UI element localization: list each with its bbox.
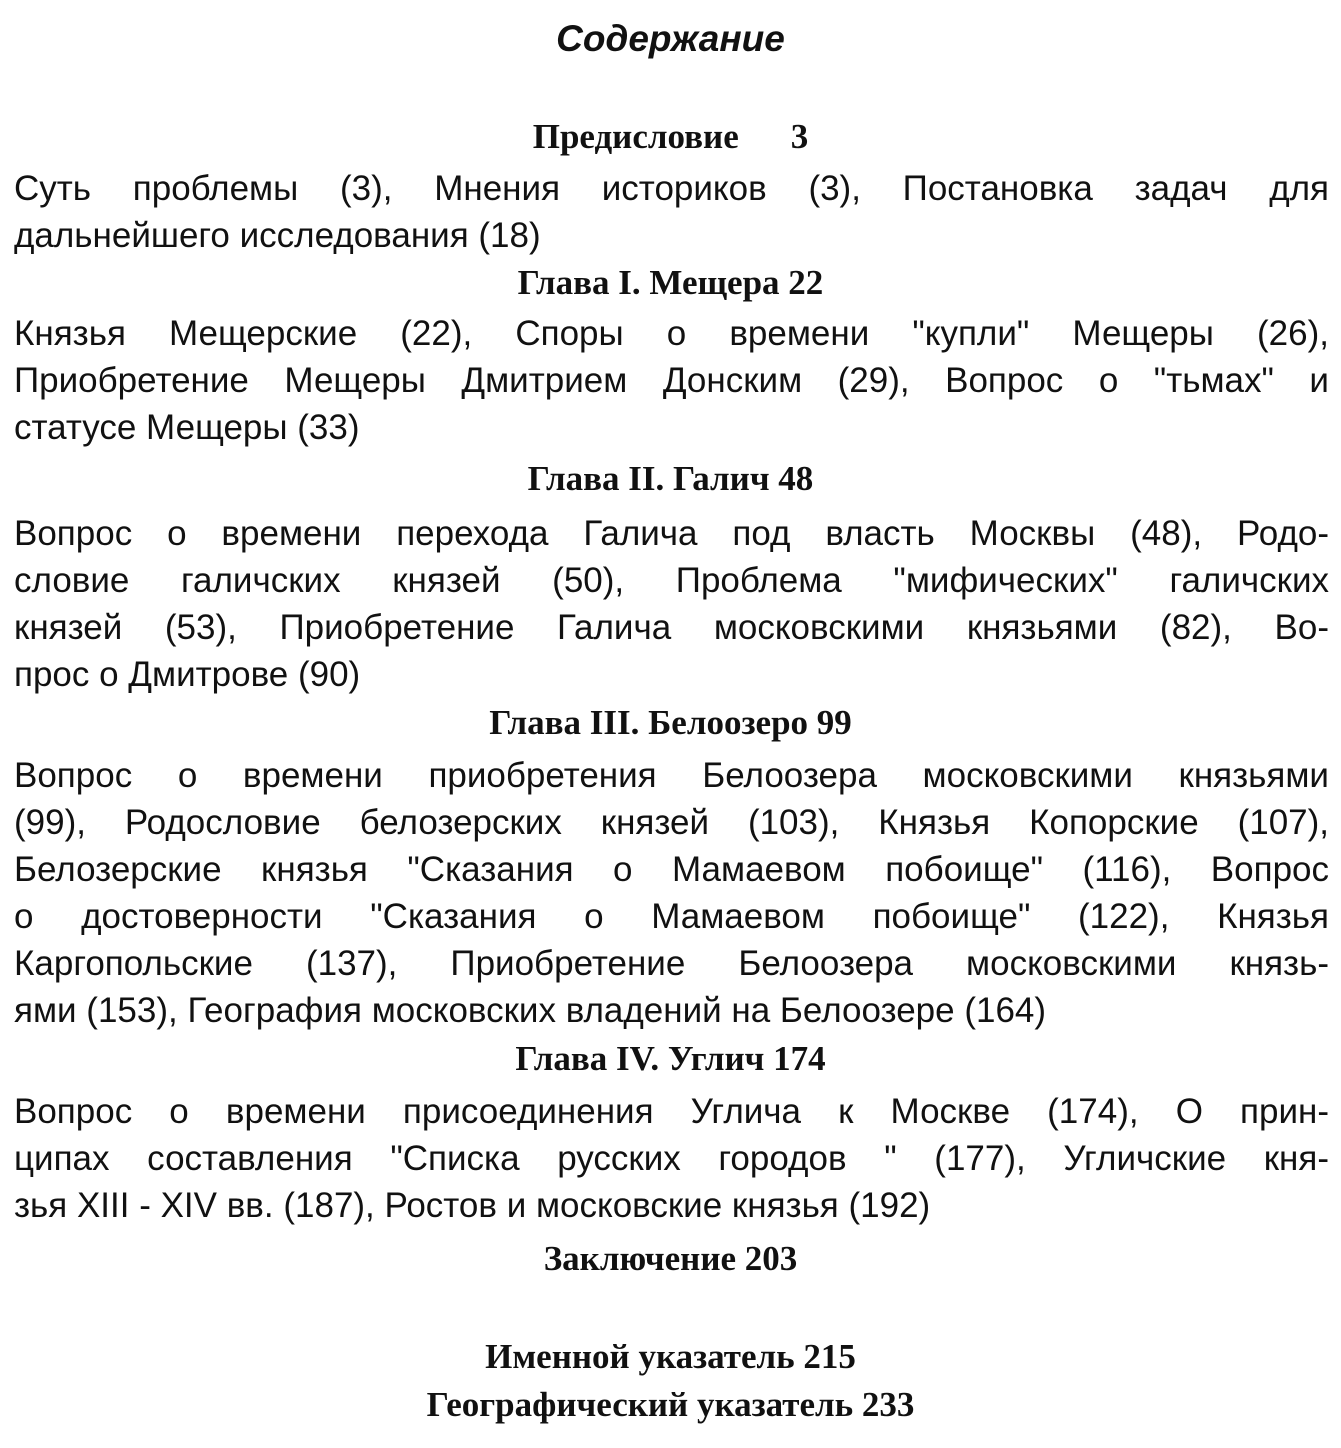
topic-line: прос о Дмитрове (90) — [14, 655, 361, 694]
topic-line: Белозерские князья "Сказания о Мамаевом побоище" (116), Вопрос — [14, 850, 1329, 889]
name-index-heading: Именной указатель 215 — [485, 1337, 856, 1376]
preface-heading — [0, 114, 1341, 160]
topic-line: князей (53), Приобретение Галича московскими князьями (82), Во- — [14, 608, 1329, 647]
topic-line: ципах составления "Списка русских городов " (177), Угличские кня- — [14, 1139, 1329, 1178]
topic-line: словие галичских князей (50), Проблема "мифических" галичских — [14, 561, 1329, 600]
chapter-3-topics — [14, 752, 1329, 1034]
geo-index-heading: Географический указатель 233 — [426, 1385, 915, 1424]
topic-line: ями (153), География московских владений на Белоозере (164) — [14, 991, 1047, 1030]
chapter-1-topics — [14, 310, 1329, 451]
preface-topics — [14, 165, 1329, 259]
chapter-2-topics — [14, 510, 1329, 698]
topic-line: Приобретение Мещеры Дмитрием Донским (29), Вопрос о "тьмах" и — [14, 361, 1329, 400]
chapter-3-heading: Глава III. Белоозеро 99 — [489, 703, 852, 742]
topic-line: (99), Родословие белозерских князей (103), Князья Копорские (107), — [14, 803, 1329, 842]
preface-heading-page: 3 — [790, 117, 809, 156]
topic-line: статусе Мещеры (33) — [14, 408, 360, 447]
topic-line: Суть проблемы (3), Мнения историков (3), Постановка задач для — [14, 169, 1329, 208]
page-title: Содержание — [556, 18, 785, 59]
chapter-1-heading: Глава I. Мещера 22 — [517, 263, 824, 302]
topic-line: о достоверности "Сказания о Мамаевом побоище" (122), Князья — [14, 897, 1329, 936]
topic-line: зья XIII - XIV вв. (187), Ростов и московские князья (192) — [14, 1186, 931, 1225]
topic-line: Вопрос о времени приобретения Белоозера московскими князьями — [14, 756, 1329, 795]
chapter-4-topics — [14, 1088, 1329, 1229]
topic-line: Вопрос о времени присоединения Углича к Москве (174), О прин- — [14, 1092, 1329, 1131]
chapter-2-heading: Глава II. Галич 48 — [527, 459, 814, 498]
topic-line: дальнейшего исследования (18) — [14, 216, 541, 255]
topic-line: Князья Мещерские (22), Споры о времени "купли" Мещеры (26), — [14, 314, 1329, 353]
conclusion-heading: Заключение 203 — [543, 1239, 798, 1278]
chapter-4-heading: Глава IV. Углич 174 — [515, 1039, 826, 1078]
preface-heading-label: Предисловие — [532, 117, 739, 156]
topic-line: Каргопольские (137), Приобретение Белоозера московскими князь- — [14, 944, 1329, 983]
topic-line: Вопрос о времени перехода Галича под власть Москвы (48), Родо- — [14, 514, 1329, 553]
